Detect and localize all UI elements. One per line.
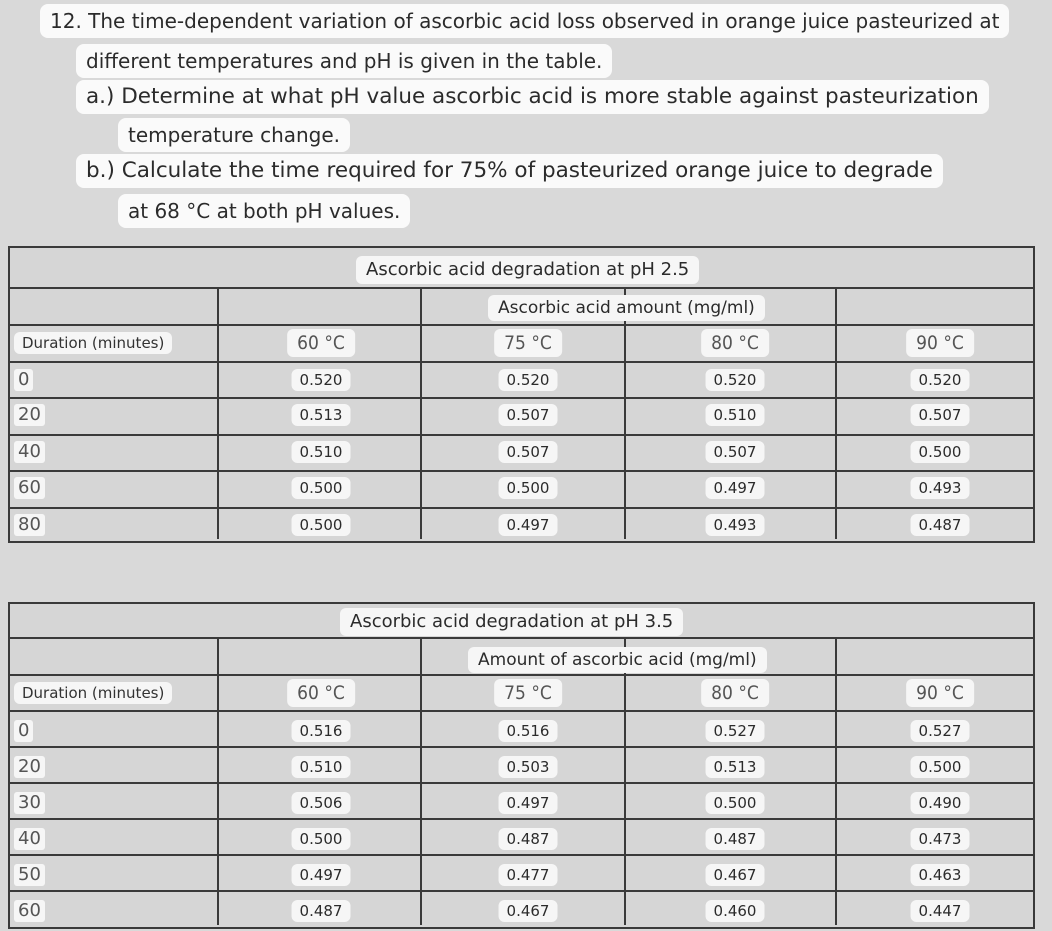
value-cell: 0.500: [706, 792, 765, 814]
rule-subtitle: [10, 324, 1033, 326]
value-cell: 0.510: [706, 404, 765, 426]
value-cell: 0.467: [499, 900, 558, 922]
rule-row-2: [10, 434, 1033, 436]
question-a-line-2: temperature change.: [118, 118, 350, 152]
question-b-line-1: b.) Calculate the time required for 75% of pasteurized orange juice to degrade: [76, 154, 943, 188]
temperature-header: 90 °C: [906, 329, 974, 357]
value-cell: 0.463: [911, 864, 970, 886]
column-divider-0: [217, 287, 219, 539]
value-cell: 0.520: [499, 369, 558, 391]
value-cell: 0.507: [706, 441, 765, 463]
value-cell: 0.516: [499, 720, 558, 742]
value-cell: 0.520: [911, 369, 970, 391]
value-cell: 0.497: [499, 514, 558, 536]
column-divider-3: [835, 287, 837, 539]
value-cell: 0.507: [499, 441, 558, 463]
value-cell: 0.520: [292, 369, 351, 391]
rule-title: [10, 637, 1033, 639]
temperature-header: 60 °C: [287, 679, 355, 707]
value-cell: 0.513: [706, 756, 765, 778]
duration-cell: 80: [14, 514, 45, 536]
table-title: Ascorbic acid degradation at pH 3.5: [340, 608, 683, 636]
value-cell: 0.493: [706, 514, 765, 536]
rule-row-0: [10, 361, 1033, 363]
value-cell: 0.497: [292, 864, 351, 886]
value-cell: 0.487: [499, 828, 558, 850]
table-subtitle: Amount of ascorbic acid (mg/ml): [468, 647, 767, 673]
rule-row-4: [10, 854, 1033, 856]
question-line-2: different temperatures and pH is given in the table.: [76, 44, 612, 78]
value-cell: 0.527: [911, 720, 970, 742]
column-divider-3: [835, 637, 837, 925]
value-cell: 0.513: [292, 404, 351, 426]
value-cell: 0.477: [499, 864, 558, 886]
temperature-header: 90 °C: [906, 679, 974, 707]
duration-cell: 60: [14, 900, 45, 922]
duration-cell: 50: [14, 864, 45, 886]
question-a-line-1: a.) Determine at what pH value ascorbic acid is more stable against pasteurization: [76, 80, 989, 114]
temperature-header: 80 °C: [701, 679, 769, 707]
value-cell: 0.516: [292, 720, 351, 742]
value-cell: 0.510: [292, 756, 351, 778]
table-title: Ascorbic acid degradation at pH 2.5: [356, 256, 699, 284]
duration-cell: 20: [14, 756, 45, 778]
value-cell: 0.473: [911, 828, 970, 850]
value-cell: 0.507: [911, 404, 970, 426]
rule-row-1: [10, 746, 1033, 748]
column-divider-2: [624, 287, 626, 539]
value-cell: 0.497: [499, 792, 558, 814]
duration-cell: 60: [14, 477, 45, 499]
column-divider-2: [624, 637, 626, 925]
duration-cell: 0: [14, 720, 33, 742]
value-cell: 0.487: [706, 828, 765, 850]
value-cell: 0.487: [911, 514, 970, 536]
rule-row-5: [10, 890, 1033, 892]
column-divider-0: [217, 637, 219, 925]
rule-row-1: [10, 397, 1033, 399]
value-cell: 0.490: [911, 792, 970, 814]
value-cell: 0.487: [292, 900, 351, 922]
value-cell: 0.447: [911, 900, 970, 922]
value-cell: 0.503: [499, 756, 558, 778]
rule-subtitle: [10, 674, 1033, 676]
column-divider-1: [420, 287, 422, 539]
value-cell: 0.520: [706, 369, 765, 391]
value-cell: 0.493: [911, 477, 970, 499]
value-cell: 0.506: [292, 792, 351, 814]
question-line-1: 12. The time-dependent variation of ascorbic acid loss observed in orange juice pasteurized at: [40, 4, 1009, 38]
rule-row-3: [10, 470, 1033, 472]
value-cell: 0.467: [706, 864, 765, 886]
duration-cell: 40: [14, 828, 45, 850]
temperature-header: 75 °C: [494, 329, 562, 357]
value-cell: 0.500: [292, 514, 351, 536]
duration-cell: 0: [14, 369, 33, 391]
value-cell: 0.500: [911, 441, 970, 463]
temperature-header: 75 °C: [494, 679, 562, 707]
value-cell: 0.510: [292, 441, 351, 463]
rule-row-0: [10, 710, 1033, 712]
rule-row-3: [10, 818, 1033, 820]
value-cell: 0.500: [292, 477, 351, 499]
temperature-header: 60 °C: [287, 329, 355, 357]
table-subtitle: Ascorbic acid amount (mg/ml): [488, 295, 765, 321]
value-cell: 0.497: [706, 477, 765, 499]
rule-title: [10, 287, 1033, 289]
value-cell: 0.500: [292, 828, 351, 850]
duration-cell: 20: [14, 404, 45, 426]
duration-cell: 30: [14, 792, 45, 814]
column-divider-1: [420, 637, 422, 925]
table-ph-3-5: [8, 602, 1035, 929]
question-b-line-2: at 68 °C at both pH values.: [118, 194, 410, 228]
temperature-header: 80 °C: [701, 329, 769, 357]
value-cell: 0.500: [911, 756, 970, 778]
value-cell: 0.500: [499, 477, 558, 499]
rule-row-2: [10, 782, 1033, 784]
duration-header: Duration (minutes): [14, 332, 172, 354]
table-ph-2-5: [8, 246, 1035, 543]
value-cell: 0.507: [499, 404, 558, 426]
duration-cell: 40: [14, 441, 45, 463]
rule-row-4: [10, 507, 1033, 509]
duration-header: Duration (minutes): [14, 682, 172, 704]
value-cell: 0.460: [706, 900, 765, 922]
value-cell: 0.527: [706, 720, 765, 742]
